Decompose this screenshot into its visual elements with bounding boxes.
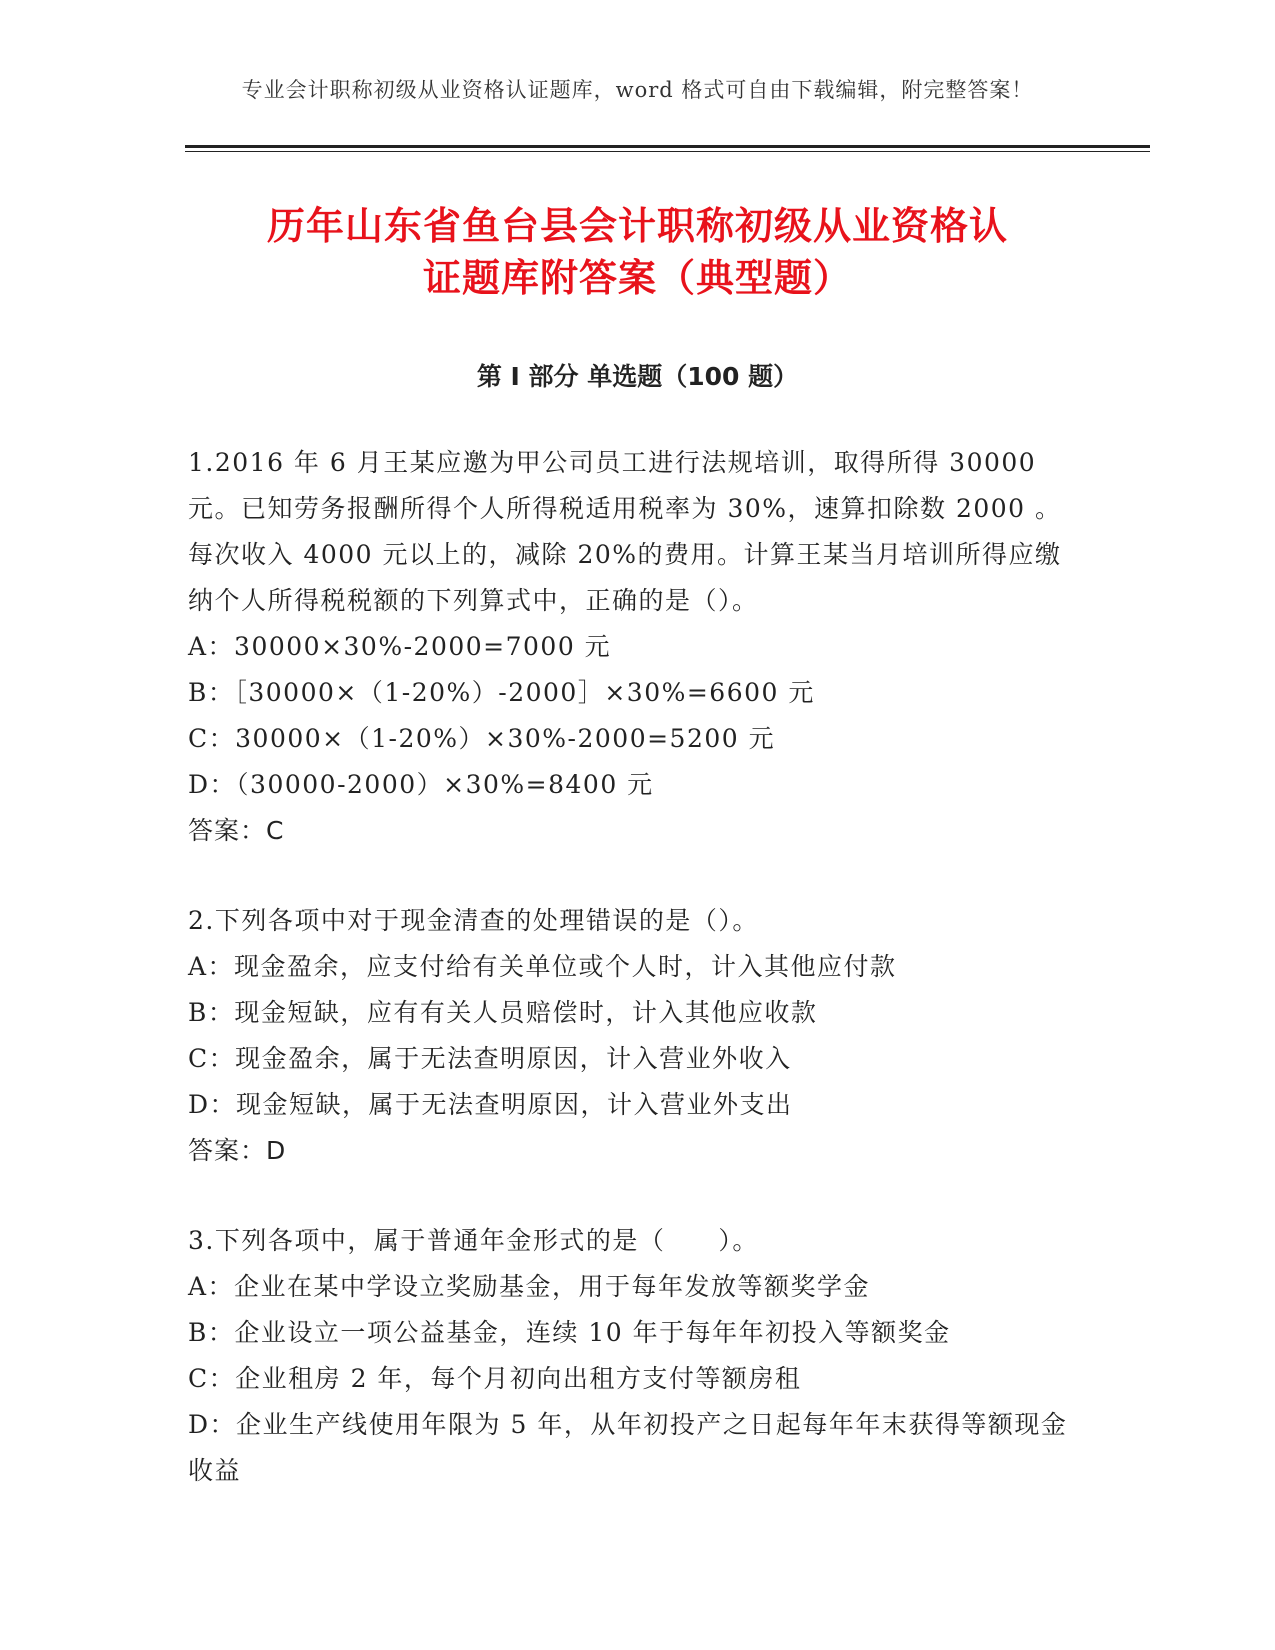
question-3 bbox=[188, 1218, 1068, 1494]
option-b: B：［30000×（1-20%）-2000］×30%=6600 元 bbox=[188, 678, 815, 707]
header-divider-thin bbox=[185, 151, 1150, 152]
document-title-line-2: 证题库附答案（典型题） bbox=[422, 256, 852, 300]
header-divider-thick bbox=[185, 145, 1150, 148]
question-list bbox=[188, 440, 1068, 1538]
option-c: C：30000×（1-20%）×30%-2000=5200 元 bbox=[188, 724, 776, 753]
question-2 bbox=[188, 898, 1068, 1174]
option-d: D：企业生产线使用年限为 5 年，从年初投产之日起每年年末获得等额现金收益 bbox=[188, 1410, 1068, 1485]
question-1 bbox=[188, 440, 1068, 854]
option-c: C：企业租房 2 年，每个月初向出租方支付等额房租 bbox=[188, 1364, 802, 1393]
document-title bbox=[150, 200, 1125, 304]
document-title-line-1: 历年山东省鱼台县会计职称初级从业资格认 bbox=[266, 204, 1008, 248]
option-a: A：企业在某中学设立奖励基金，用于每年发放等额奖学金 bbox=[188, 1272, 871, 1301]
question-stem: 3.下列各项中，属于普通年金形式的是（ ）。 bbox=[188, 1226, 759, 1255]
page-header: 专业会计职称初级从业资格认证题库，word 格式可自由下载编辑，附完整答案！ bbox=[241, 78, 1034, 102]
option-b: B：现金短缺，应有有关人员赔偿时，计入其他应收款 bbox=[188, 998, 818, 1027]
option-a: A：现金盈余，应支付给有关单位或个人时，计入其他应付款 bbox=[188, 952, 897, 981]
option-a: A：30000×30%-2000=7000 元 bbox=[188, 632, 612, 661]
answer: 答案：C bbox=[188, 816, 285, 845]
section-title: 第 I 部分 单选题（100 题） bbox=[476, 362, 799, 391]
question-stem: 2.下列各项中对于现金清查的处理错误的是（）。 bbox=[188, 906, 759, 935]
option-d: D：（30000-2000）×30%=8400 元 bbox=[188, 770, 654, 799]
answer: 答案：D bbox=[188, 1136, 287, 1165]
option-c: C：现金盈余，属于无法查明原因，计入营业外收入 bbox=[188, 1044, 792, 1073]
question-stem: 1.2016 年 6 月王某应邀为甲公司员工进行法规培训，取得所得 30000 元。已知劳务报酬所得个人所得税适用税率为 30%，速算扣除数 2000 。每次收入 4000 元以上的，减除 20%的费用。计算王某当月培训所得应缴纳个人所得税税额的下列算式中，正确的是（）。 bbox=[188, 448, 1062, 615]
option-d: D：现金短缺，属于无法查明原因，计入营业外支出 bbox=[188, 1090, 793, 1119]
option-b: B：企业设立一项公益基金，连续 10 年于每年年初投入等额奖金 bbox=[188, 1318, 951, 1347]
